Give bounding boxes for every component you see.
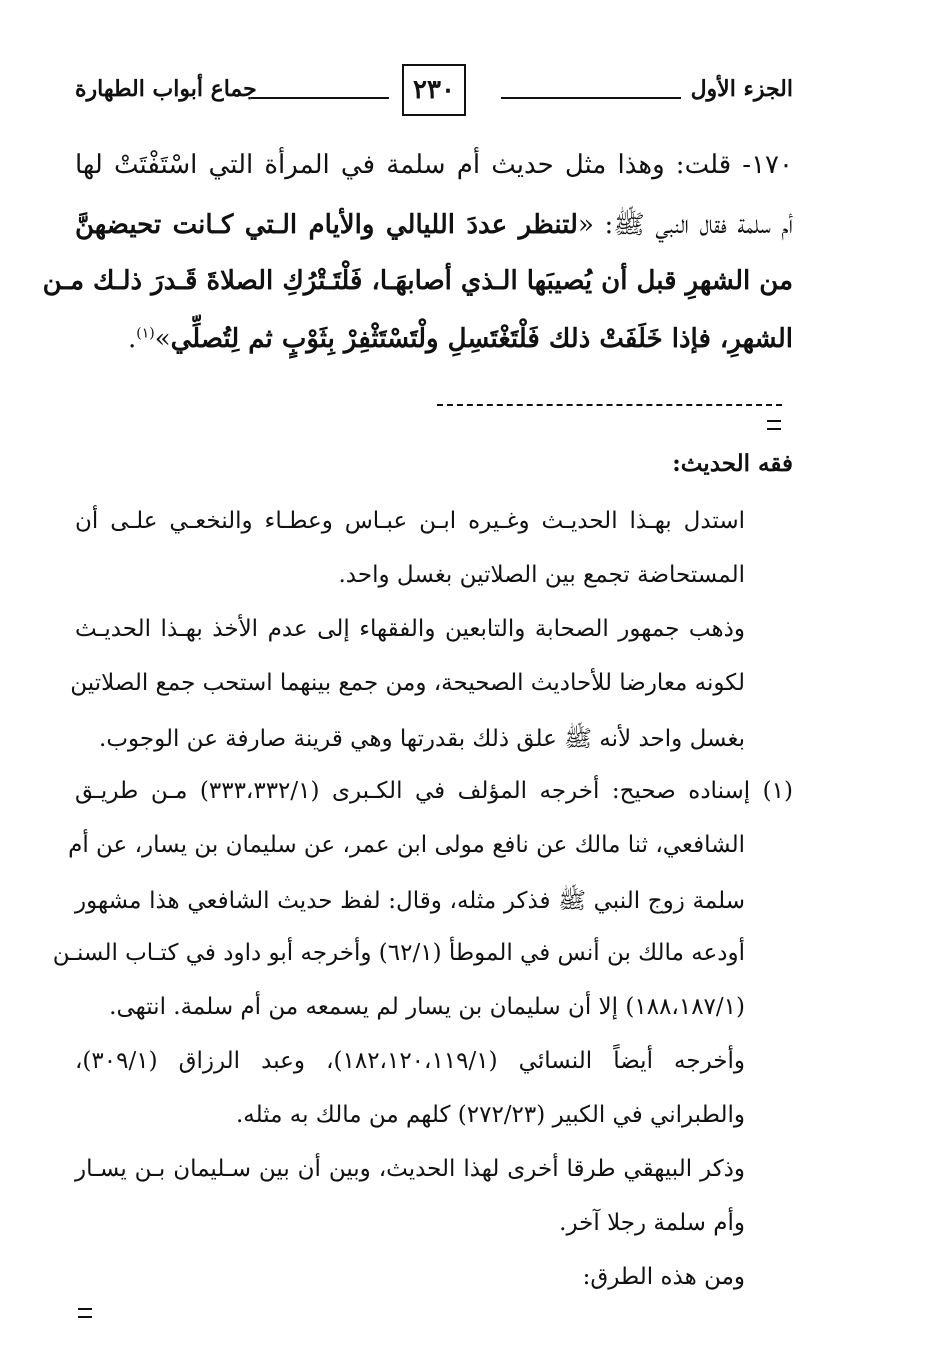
hadith-line-4 [128,324,793,354]
hadith-intro: أم سلمة فقال النبي ﷺ: « [577,210,794,240]
chapter-title: جماع أبواب الطهارة [75,76,257,102]
header-rule-left [251,97,389,99]
hadith-matn-start: لتنظر عددَ الليالي والأيام الـتي كـانت تحيضهنَّ [75,210,578,240]
line-end-period: . [127,324,137,354]
page-header [75,62,793,122]
footnote-line-2: الشافعي، ثنا مالك عن نافع مولى ابن عمر، عن سليمان بن يسار، عن أم [68,832,745,858]
footnote-line-5: (١٨٨،١٨٧/١) إلا أن سليمان بن يسار لم يسمعه من أم سلمة. انتهى. [109,994,745,1020]
footnote-line-1: (١) إسناده صحيح: أخرجه المؤلف في الكـبرى (٣٣٣،٣٣٢/١) مـن طريـق [75,778,793,804]
section-separator [437,404,782,406]
footnote-line-10: ومن هذه الطرق: [582,1264,745,1290]
volume-title: الجزء الأول [690,76,793,102]
hadith-line-2 [75,208,793,246]
footnote-line-4: أودعه مالك بن أنس في الموطأ (٦٢/١) وأخرجه أبو داود في كتـاب السنـن [52,940,745,966]
fiqh-p1-line-2: المستحاضة تجمع بين الصلاتين بغسل واحد. [338,562,745,588]
hadith-matn-end: الشهرِ، فإذا خَلَفَتْ ذلك فَلْتَغْتَسِلِ ولْتَسْتَثْفِرْ بِثَوْبٍ ثم لِتُصلِّي [170,324,793,354]
fiqh-p2-line-2: لكونه معارضا للأحاديث الصحيحة، ومن جمع بينهما استحب جمع الصلاتين [70,670,745,696]
footnote-line-9: وأم سلمة رجلا آخر. [559,1210,745,1236]
separator-mark [767,420,781,430]
fiqh-p2-line-3: بغسل واحد لأنه ﷺ علق ذلك بقدرتها وهي قرينة صارفة عن الوجوب. [99,726,745,752]
page-number: ٢٣٠ [402,64,466,116]
footnote-line-7: والطبراني في الكبير (٢٧٢/٢٣) كلهم من مالك به مثله. [235,1102,745,1128]
footnote-ref: (١) [136,325,155,342]
quote-close: » [154,324,171,354]
footnote-line-6: وأخرجه أيضاً النسائي (١٨٢،١٢٠،١١٩/١)، وعبد الرزاق (٣٠٩/١)، [75,1048,745,1074]
footnote-line-3: سلمة زوج النبي ﷺ فذكر مثله، وقال: لفظ حديث الشافعي هذا مشهور [75,888,745,914]
fiqh-heading: فقه الحديث: [672,450,793,477]
footnote-line-8: وذكر البيهقي طرقا أخرى لهذا الحديث، وبين أن بين سـليمان بـن يسـار [75,1156,745,1182]
hadith-line-1: ١٧٠- قلت: وهذا مثل حديث أم سلمة في المرأة التي اسْتَفْتَتْ لها [75,150,793,180]
fiqh-p1-line-1: استدل بهـذا الحديـث وغـيره ابـن عبـاس وعطـاء والنخعـي علـى أن [75,508,745,534]
header-rule-right [501,97,681,99]
hadith-line-3: من الشهرِ قبل أن يُصيبَها الـذي أصابهَـا، فَلْتَـتْرُكِ الصلاةَ قَـدرَ ذلـك مـن [42,266,793,296]
page-end-mark [78,1308,92,1318]
fiqh-p2-line-1: وذهب جمهور الصحابة والتابعين والفقهاء إلى عدم الأخذ بهـذا الحديـث [75,616,745,642]
